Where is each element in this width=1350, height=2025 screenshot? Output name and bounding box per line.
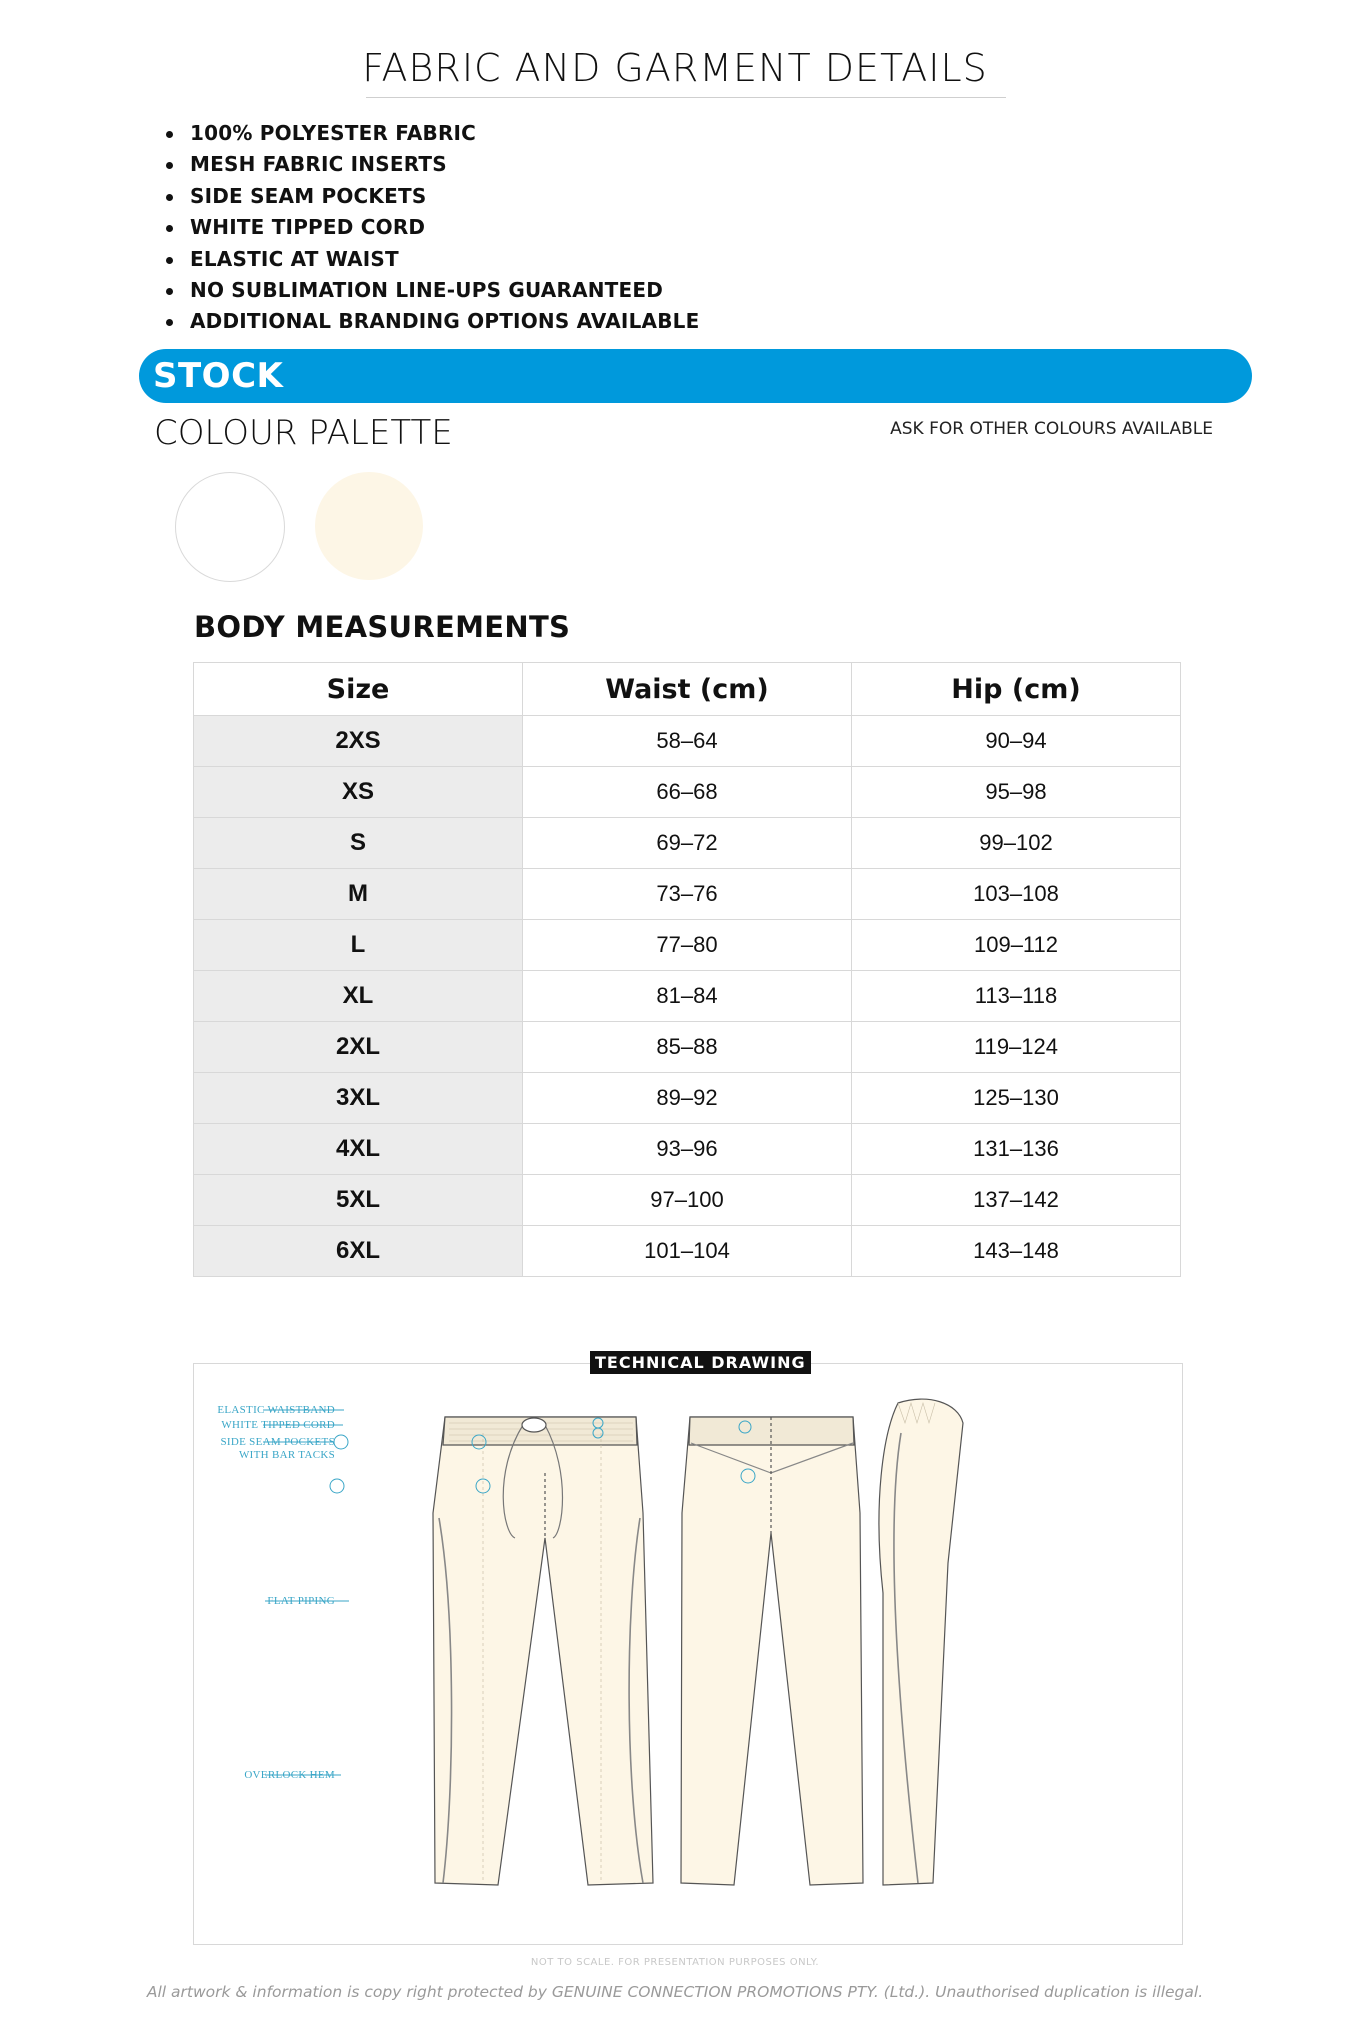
hip-cell: 143–148 xyxy=(852,1226,1181,1277)
body-measurements-title: BODY MEASUREMENTS xyxy=(194,610,571,644)
table-row xyxy=(194,1022,1181,1073)
page-title: FABRIC AND GARMENT DETAILS xyxy=(362,46,988,90)
feature-item: ELASTIC AT WAIST xyxy=(166,244,699,275)
feature-list xyxy=(166,118,699,338)
back-pants-outline xyxy=(681,1417,863,1885)
technical-drawing-illustration xyxy=(193,1363,1181,1943)
hip-cell: 109–112 xyxy=(852,920,1181,971)
table-header-row xyxy=(194,663,1181,716)
size-cell: S xyxy=(194,818,523,869)
copyright-notice: All artwork & information is copy right protected by GENUINE CONNECTION PROMOTIONS PTY. (Ltd.). Unauthorised duplication is illegal. xyxy=(146,1983,1204,2001)
title-divider xyxy=(366,97,1006,98)
size-cell: 2XL xyxy=(194,1022,523,1073)
waist-cell: 93–96 xyxy=(523,1124,852,1175)
waist-cell: 97–100 xyxy=(523,1175,852,1226)
size-cell: 4XL xyxy=(194,1124,523,1175)
table-row xyxy=(194,818,1181,869)
colour-palette-title: COLOUR PALETTE xyxy=(154,413,453,453)
table-row xyxy=(194,1073,1181,1124)
colour-swatch-white xyxy=(175,472,285,582)
size-cell: 6XL xyxy=(194,1226,523,1277)
feature-item: 100% POLYESTER FABRIC xyxy=(166,118,699,149)
detail-marker xyxy=(334,1435,348,1449)
callout-overlock-hem: OVERLOCK HEM xyxy=(244,1769,335,1781)
hip-cell: 119–124 xyxy=(852,1022,1181,1073)
technical-drawing-title: TECHNICAL DRAWING xyxy=(590,1351,811,1374)
hip-cell: 125–130 xyxy=(852,1073,1181,1124)
size-cell: 5XL xyxy=(194,1175,523,1226)
column-header-waist: Waist (cm) xyxy=(523,663,852,716)
stock-banner xyxy=(139,349,1252,403)
feature-item: WHITE TIPPED CORD xyxy=(166,212,699,243)
table-row xyxy=(194,716,1181,767)
front-pants-outline xyxy=(433,1417,653,1885)
colour-palette-note: ASK FOR OTHER COLOURS AVAILABLE xyxy=(890,419,1213,439)
size-cell: 3XL xyxy=(194,1073,523,1124)
table-row xyxy=(194,920,1181,971)
hip-cell: 113–118 xyxy=(852,971,1181,1022)
table-row xyxy=(194,1226,1181,1277)
size-cell: 2XS xyxy=(194,716,523,767)
waist-cell: 81–84 xyxy=(523,971,852,1022)
table-row xyxy=(194,1124,1181,1175)
scale-disclaimer: NOT TO SCALE. FOR PRESENTATION PURPOSES ONLY. xyxy=(530,1957,820,1968)
hip-cell: 99–102 xyxy=(852,818,1181,869)
waist-cell: 58–64 xyxy=(523,716,852,767)
waist-cell: 85–88 xyxy=(523,1022,852,1073)
size-cell: M xyxy=(194,869,523,920)
measurement-table xyxy=(193,662,1181,1277)
feature-item: NO SUBLIMATION LINE-UPS GUARANTEED xyxy=(166,275,699,306)
size-cell: XL xyxy=(194,971,523,1022)
table-row xyxy=(194,869,1181,920)
side-pants-outline xyxy=(879,1399,963,1885)
table-row xyxy=(194,971,1181,1022)
hip-cell: 103–108 xyxy=(852,869,1181,920)
feature-item: SIDE SEAM POCKETS xyxy=(166,181,699,212)
cord-knot xyxy=(522,1418,546,1432)
waist-cell: 77–80 xyxy=(523,920,852,971)
callout-bar-tacks: WITH BAR TACKS xyxy=(238,1449,335,1461)
waist-cell: 69–72 xyxy=(523,818,852,869)
hip-cell: 131–136 xyxy=(852,1124,1181,1175)
table-row xyxy=(194,1175,1181,1226)
feature-item: MESH FABRIC INSERTS xyxy=(166,149,699,180)
callout-white-tipped-cord: WHITE TIPPED CORD xyxy=(221,1419,335,1431)
callout-elastic-waistband: ELASTIC WAISTBAND xyxy=(217,1404,335,1416)
callout-flat-piping: FLAT PIPING xyxy=(267,1595,335,1607)
size-cell: L xyxy=(194,920,523,971)
waist-cell: 89–92 xyxy=(523,1073,852,1124)
column-header-hip: Hip (cm) xyxy=(852,663,1181,716)
waist-cell: 101–104 xyxy=(523,1226,852,1277)
size-cell: XS xyxy=(194,767,523,818)
hip-cell: 90–94 xyxy=(852,716,1181,767)
colour-swatch-cream xyxy=(315,472,423,580)
table-row xyxy=(194,767,1181,818)
waist-cell: 73–76 xyxy=(523,869,852,920)
hip-cell: 137–142 xyxy=(852,1175,1181,1226)
feature-item: ADDITIONAL BRANDING OPTIONS AVAILABLE xyxy=(166,306,699,337)
stock-label: STOCK xyxy=(153,356,284,396)
detail-marker xyxy=(330,1479,344,1493)
callout-side-seam-pockets: SIDE SEAM POCKETS xyxy=(220,1436,335,1448)
column-header-size: Size xyxy=(194,663,523,716)
hip-cell: 95–98 xyxy=(852,767,1181,818)
waist-cell: 66–68 xyxy=(523,767,852,818)
